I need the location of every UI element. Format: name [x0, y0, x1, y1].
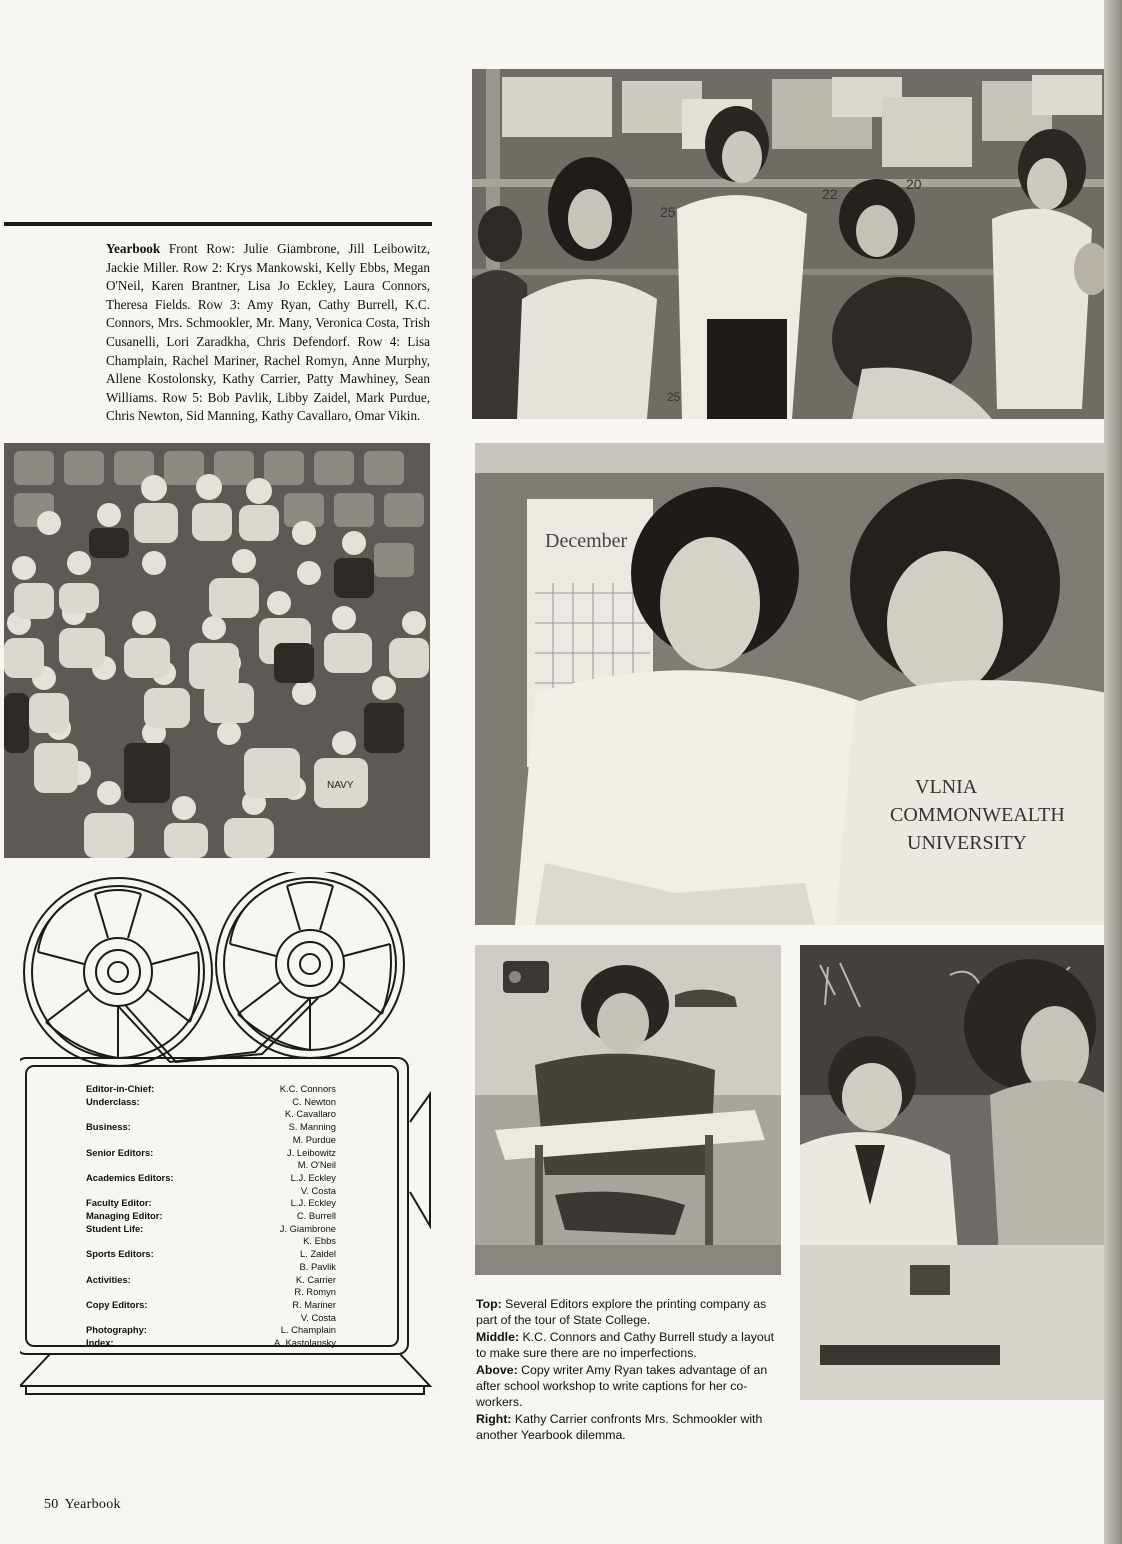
staff-role: Copy Editors: — [86, 1298, 148, 1310]
staff-row — [86, 1286, 336, 1299]
staff-row — [86, 1147, 336, 1160]
staff-name: S. Manning — [288, 1121, 336, 1133]
staff-name: L. Champlain — [280, 1324, 336, 1336]
staff-row — [86, 1108, 336, 1121]
shelf-number: 25 — [660, 204, 676, 220]
staff-name: A. Kastolansky — [273, 1337, 336, 1349]
staff-row — [86, 1324, 336, 1337]
shirt-text-line3: UNIVERSITY — [907, 832, 1027, 854]
photo-group-staff — [4, 443, 430, 858]
staff-role: Editor-in-Chief: — [86, 1083, 155, 1094]
staff-role: Faculty Editor: — [86, 1197, 152, 1209]
staff-row — [86, 1312, 336, 1325]
page-gutter — [1104, 0, 1122, 1544]
staff-name: J. Leibowitz — [287, 1146, 336, 1158]
staff-role: Activities: — [86, 1273, 131, 1285]
staff-name: M. O'Neil — [297, 1159, 336, 1171]
staff-row — [86, 1235, 336, 1248]
staff-row — [86, 1185, 336, 1198]
staff-row — [86, 1337, 336, 1350]
photo-layout-study — [475, 443, 1107, 925]
staff-name: L. Zaidel — [300, 1248, 336, 1260]
staff-name: R. Romyn — [294, 1286, 336, 1298]
staff-row — [86, 1223, 336, 1236]
staff-row — [86, 1274, 336, 1287]
shirt-text-line1: VLNIA — [915, 776, 978, 798]
caption-label: Right: — [476, 1411, 512, 1426]
staff-role: Senior Editors: — [86, 1146, 154, 1158]
staff-role: Academics Editors: — [86, 1171, 174, 1183]
staff-name: C. Burrell — [296, 1210, 336, 1222]
photo-yearbook-dilemma — [800, 945, 1108, 1400]
staff-role: Student Life: — [86, 1222, 144, 1234]
caption-label: Above: — [476, 1362, 518, 1377]
staff-role: Underclass: — [86, 1095, 140, 1107]
shelf-number: 22 — [822, 186, 838, 202]
staff-row — [86, 1083, 336, 1096]
staff-row — [86, 1121, 336, 1134]
staff-row — [86, 1159, 336, 1172]
staff-name: B. Pavlik — [299, 1260, 336, 1272]
caption-body: Several Editors explore the printing company as part of the tour of State College. — [476, 1297, 767, 1328]
staff-name: M. Purdue — [292, 1133, 336, 1145]
photo-caption-writer — [475, 945, 781, 1275]
shirt-text-line2: COMMONWEALTH — [890, 804, 1065, 826]
staff-name: V. Costa — [300, 1184, 336, 1196]
page-number: 50 — [44, 1497, 59, 1512]
caption-label: Middle: — [476, 1329, 520, 1344]
caption-middle — [476, 1329, 782, 1362]
staff-name: V. Costa — [300, 1311, 336, 1323]
staff-row — [86, 1172, 336, 1185]
calendar-month: December — [545, 530, 628, 552]
staff-name: C. Newton — [292, 1095, 336, 1107]
caption-body: Kathy Carrier confronts Mrs. Schmookler with another Yearbook dilemma. — [476, 1411, 763, 1443]
staff-row — [86, 1134, 336, 1147]
caption-body: K.C. Connors and Cathy Burrell study a layout to make sure there are no imperfections. — [476, 1329, 774, 1361]
caption-right — [476, 1411, 782, 1444]
page-folio — [44, 1497, 127, 1513]
header-rule — [4, 222, 432, 226]
staff-role: Photography: — [86, 1324, 147, 1336]
section-name: Yearbook — [64, 1497, 121, 1512]
caption-lead: Yearbook — [106, 241, 161, 256]
staff-name: K. Cavallaro — [284, 1108, 336, 1120]
staff-name: J. Giambrone — [279, 1222, 336, 1234]
staff-role: Managing Editor: — [86, 1210, 163, 1222]
staff-role: Business: — [86, 1121, 131, 1133]
staff-row — [86, 1197, 336, 1210]
staff-roster — [86, 1083, 336, 1350]
staff-row — [86, 1299, 336, 1312]
caption-body: Copy writer Amy Ryan takes advantage of an after school workshop to write captions for her co-workers. — [476, 1362, 768, 1410]
staff-role: Index: — [86, 1337, 114, 1349]
group-photo-caption — [106, 240, 430, 426]
caption-above — [476, 1362, 782, 1411]
staff-name: K.C. Connors — [279, 1083, 336, 1094]
staff-row — [86, 1248, 336, 1261]
staff-name: R. Mariner — [292, 1298, 336, 1310]
photo-captions — [476, 1296, 782, 1444]
staff-row — [86, 1210, 336, 1223]
staff-row — [86, 1096, 336, 1109]
photo-printing-company — [472, 69, 1106, 419]
staff-name: K. Ebbs — [303, 1235, 336, 1247]
staff-row — [86, 1261, 336, 1274]
caption-text: Front Row: Julie Giambrone, Jill Leibowitz, Jackie Miller. Row 2: Krys Mankowski, Kelly Ebbs, Megan O'Neil, Karen Brantner, Lisa Jo Eckley, Laura Connors, Theresa Fields. Row 3: Amy Ryan, Cathy Burrell, K.C. Connors, Mrs. Schmookler, Mr. Many, Veronica Costa, Trish Cusanelli, Lori Zaradkha, Chris Defendorf. Row 4: Lisa Champlain, Rachel Mariner, Rachel Romyn, Anne Murphy, Allene Kostolonsky, Kathy Carrier, Patty Mawhiney, Sean Williams. Row 5: Bob Pavlik, Libby Zaidel, Mark Purdue, Chris Newton, Sid Manning, Kathy Cavallaro, Omar Vikin. — [106, 241, 430, 424]
staff-name: K. Carrier — [295, 1273, 336, 1285]
staff-name: L.J. Eckley — [290, 1171, 336, 1183]
staff-name: L.J. Eckley — [290, 1197, 336, 1209]
shelf-number: 20 — [906, 176, 922, 192]
shelf-number: 25 — [667, 390, 681, 404]
staff-role: Sports Editors: — [86, 1248, 154, 1260]
shirt-text: NAVY — [327, 780, 354, 791]
caption-label: Top: — [476, 1297, 502, 1311]
caption-top — [476, 1296, 782, 1329]
